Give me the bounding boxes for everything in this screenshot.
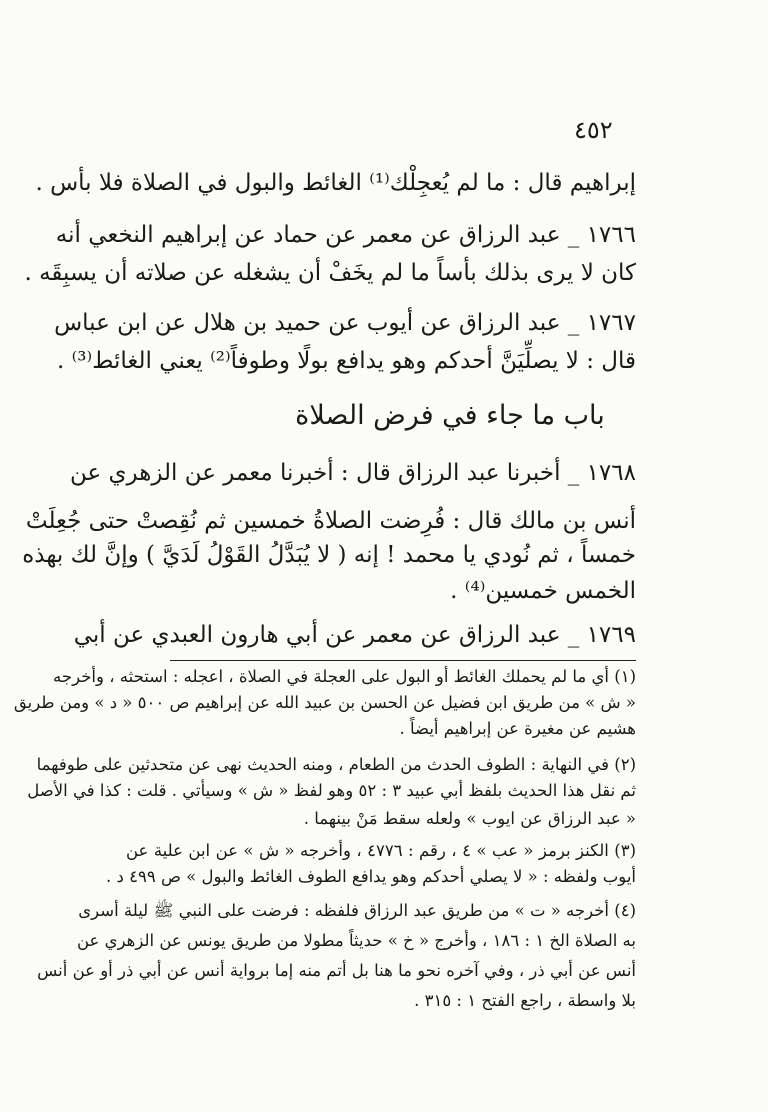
footnote-line: « ش » من طريق ابن فضيل عن الحسن بن عبيد الله عن إبراهيم ص ٥٠٠ « د » ومن طريق [13, 693, 636, 712]
footnote-line: (٤) أخرجه « ت » من طريق عبد الرزاق فلفظه : فرضت على النبي ﷺ ليلة أسرى [78, 901, 636, 920]
text-line: أنس بن مالك قال : فُرِضت الصلاةُ خمسين ثم نُقِصتْ حتى جُعِلَتْ [25, 508, 636, 534]
text-line: قال : لا يصلِّيَنَّ أحدكم وهو يدافع بولًا وطوفاً⁽²⁾ يعني الغائط⁽³⁾ . [57, 348, 636, 374]
text-line: ١٧٦٧ _ عبد الرزاق عن أيوب عن حميد بن هلال عن ابن عباس [54, 310, 636, 336]
footnote-line: (١) أي ما لم يحملك الغائط أو البول على العجلة في الصلاة ، اعجله : استحثه ، وأخرجه [53, 667, 636, 686]
footnote-line: به الصلاة الخ ١ : ١٨٦ ، وأخرج « خ » حديثاً مطولا من طريق يونس عن الزهري عن [77, 931, 636, 950]
footnote-line: أنس عن أبي ذر ، وفي آخره نحو ما هنا بل أتم منه إما برواية أنس عن أبي ذر أو عن أنس [37, 961, 636, 980]
footnote-line: هشيم عن مغيرة عن إبراهيم أيضاً . [399, 719, 636, 738]
text-line: ١٧٦٨ _ أخبرنا عبد الرزاق قال : أخبرنا معمر عن الزهري عن [69, 460, 636, 486]
footnote-line: بلا واسطة ، راجع الفتح ١ : ٣١٥ . [414, 991, 636, 1010]
text-line: الخمس خمسين⁽⁴⁾ . [450, 578, 636, 604]
text-line: خمساً ، ثم نُودي يا محمد ! إنه ( لا يُبَدَّلُ القَوْلُ لَدَيَّ ) وإنَّ لك بهذه [22, 542, 636, 568]
footnote-line: أيوب ولفظه : « لا يصلي أحدكم وهو يدافع الطوف الغائط والبول » ص ٤٩٩ د . [106, 867, 636, 886]
footnote-divider [170, 660, 636, 661]
section-heading: باب ما جاء في فرض الصلاة [295, 400, 605, 431]
footnote-line: ثم نقل هذا الحديث بلفظ أبي عبيد ٣ : ٥٢ وهو لفظ « ش » وسيأتي . قلت : كذا في الأصل [27, 781, 636, 800]
footnote-line: « عبد الرزاق عن ايوب » ولعله سقط مَنْ بينهما . [303, 809, 636, 828]
footnote-line: (٢) في النهاية : الطوف الحدث من الطعام ، ومنه الحديث نهى عن متحدثين على طوفهما [36, 755, 636, 774]
footnote-line: (٣) الكنز برمز « عب » ٤ ، رقم : ٤٧٧٦ ، وأخرجه « ش » عن ابن علية عن [126, 841, 636, 860]
text-line: ١٧٦٩ _ عبد الرزاق عن معمر عن أبي هارون العبدي عن أبي [73, 622, 636, 648]
text-line: إبراهيم قال : ما لم يُعجِلْك⁽¹⁾ الغائط والبول في الصلاة فلا بأس . [35, 170, 636, 196]
text-line: ١٧٦٦ _ عبد الرزاق عن معمر عن حماد عن إبراهيم النخعي أنه [55, 222, 636, 248]
text-line: كان لا يرى بذلك بأساً ما لم يخَفْ أن يشغله عن صلاته أن يسبِقَه . [24, 260, 636, 286]
page-number: ٤٥٢ [574, 116, 613, 144]
